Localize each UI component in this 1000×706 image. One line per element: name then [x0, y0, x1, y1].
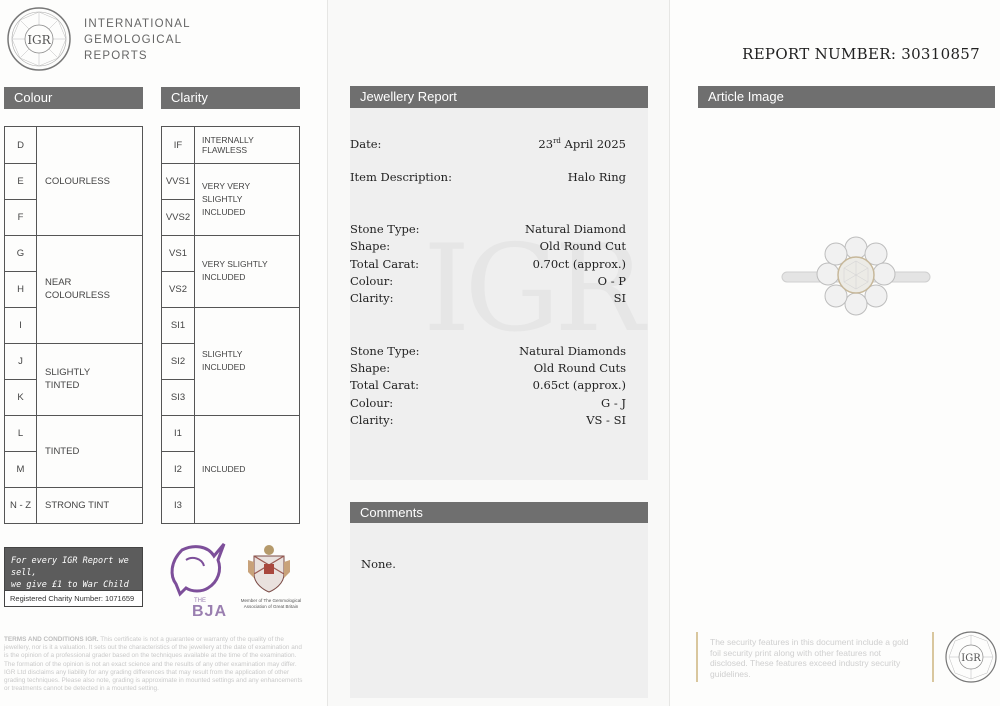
comments-body — [350, 523, 648, 698]
svg-text:THE: THE — [194, 598, 206, 604]
colour-grade: G — [16, 247, 25, 259]
colour-grade: E — [17, 175, 24, 187]
comments-header: Comments — [350, 502, 648, 524]
org-line-1: INTERNATIONAL — [84, 18, 191, 30]
clarity-grade: VS2 — [169, 283, 187, 295]
middle-panel — [327, 0, 670, 706]
org-name — [84, 16, 191, 64]
clarity-group-label: INCLUDED — [202, 464, 246, 474]
clarity-header: Clarity — [161, 87, 300, 109]
terms-and-conditions — [4, 636, 306, 693]
security-notice: The security features in this document include a gold foil security print along with other features not disclosed. These features exceed industry security guidelines. — [710, 637, 909, 679]
date-value: 23rd April 2025 — [538, 137, 626, 151]
clarity-grade: IF — [173, 139, 183, 151]
colour-grade: N - Z — [9, 499, 32, 511]
clarity-group-label: VERY VERY SLIGHTLY INCLUDED — [202, 180, 251, 217]
carat-row: Total Carat: 0.70ct (approx.) — [350, 257, 626, 271]
clarity-grade: SI1 — [170, 319, 186, 331]
left-panel — [0, 0, 327, 706]
svg-text:IGR: IGR — [961, 653, 981, 664]
igr-logo-small — [944, 630, 998, 684]
gem-assoc-caption: Member of The Gemmological Association of Great Britain — [240, 598, 302, 609]
clarity-grade: VS1 — [169, 247, 187, 259]
colour-grade: J — [18, 355, 23, 367]
clarity-grade: SI3 — [170, 391, 186, 403]
gold-divider — [932, 632, 934, 682]
clarity-table — [161, 126, 300, 524]
right-panel — [670, 0, 1000, 706]
colour-header: Colour — [4, 87, 143, 109]
charity-line-2: we give £1 to War Child — [11, 580, 129, 590]
colour-grade: F — [17, 211, 24, 223]
clarity-grade: SI2 — [170, 355, 186, 367]
colour-grade: M — [16, 463, 25, 475]
clarity-grade: I1 — [174, 427, 182, 439]
report-number: REPORT NUMBER: 30310857 — [742, 45, 980, 63]
terms-body: This certificate is not a guarantee or warranty of the quality of the jewellery, nor is it a valuation. It sets out the characteristics of the jewellery at the date of examination and is the opinion of a professional grader based on the techniques available at the time of the examination. The formation of the opinion is not an exact science and the results of any other examination may differ. IGR Ltd disclaims any liability for any grading differences that may result from the application of other grading techniques. Please also note, grading is approximate in mounted settings and any enhancements or treatments cannot be detected in a mounted setting. — [4, 636, 303, 693]
igr-logo — [6, 6, 72, 72]
org-line-2: GEMOLOGICAL — [84, 34, 183, 46]
article-image-header: Article Image — [698, 86, 995, 108]
clarity-row: Clarity: VS - SI — [350, 413, 626, 427]
colour-grade: H — [17, 283, 24, 295]
gold-divider — [696, 632, 698, 682]
colour-grade: L — [17, 427, 24, 439]
date-label: Date: — [350, 137, 382, 151]
clarity-grade: I2 — [174, 463, 182, 475]
clarity-group-label: INTERNALLY FLAWLESS — [202, 135, 254, 155]
jewellery-report-header: Jewellery Report — [350, 86, 648, 108]
ring-image — [780, 228, 932, 332]
org-line-3: REPORTS — [84, 50, 148, 62]
charity-number: Registered Charity Number: 1071659 — [5, 590, 142, 606]
colour-grade: K — [17, 391, 24, 403]
svg-text:BJA: BJA — [192, 603, 228, 618]
colour-group-label: STRONG TINT — [45, 499, 110, 511]
clarity-group-label: VERY SLIGHTLY INCLUDED — [202, 259, 268, 282]
carat-row: Total Carat: 0.65ct (approx.) — [350, 378, 626, 392]
colour-grade: D — [17, 139, 24, 151]
date-row — [350, 137, 626, 151]
shape-row: Shape: Old Round Cut — [350, 239, 626, 253]
colour-group-label: SLIGHTLY TINTED — [45, 367, 91, 391]
stone-type-row: Stone Type: Natural Diamond — [350, 222, 626, 236]
clarity-grade: VVS1 — [165, 175, 191, 187]
shape-row: Shape: Old Round Cuts — [350, 361, 626, 375]
clarity-group-label: SLIGHTLY INCLUDED — [202, 349, 246, 372]
charity-message — [5, 548, 142, 591]
bja-logo — [164, 540, 236, 618]
colour-table — [4, 126, 143, 524]
colour-group-label: NEAR COLOURLESS — [45, 277, 110, 301]
item-label: Item Description: — [350, 170, 452, 184]
comments-text: None. — [361, 557, 396, 571]
colour-row: Colour: O - P — [350, 274, 626, 288]
clarity-row: Clarity: SI — [350, 291, 626, 305]
colour-grade: I — [19, 319, 22, 331]
clarity-grade: I3 — [174, 499, 182, 511]
charity-box — [4, 547, 143, 607]
item-row — [350, 170, 626, 184]
svg-text:IGR: IGR — [27, 33, 51, 47]
colour-group-label: COLOURLESS — [45, 175, 110, 187]
colour-group-label: TINTED — [45, 445, 80, 457]
charity-line-1: For every IGR Report we sell, — [11, 556, 129, 578]
item-value: Halo Ring — [567, 170, 626, 184]
stone-type-row: Stone Type: Natural Diamonds — [350, 344, 626, 358]
colour-row: Colour: G - J — [350, 396, 626, 410]
clarity-grade: VVS2 — [165, 211, 191, 223]
gemmological-crest — [246, 542, 292, 594]
terms-heading: TERMS AND CONDITIONS IGR. — [4, 636, 99, 643]
